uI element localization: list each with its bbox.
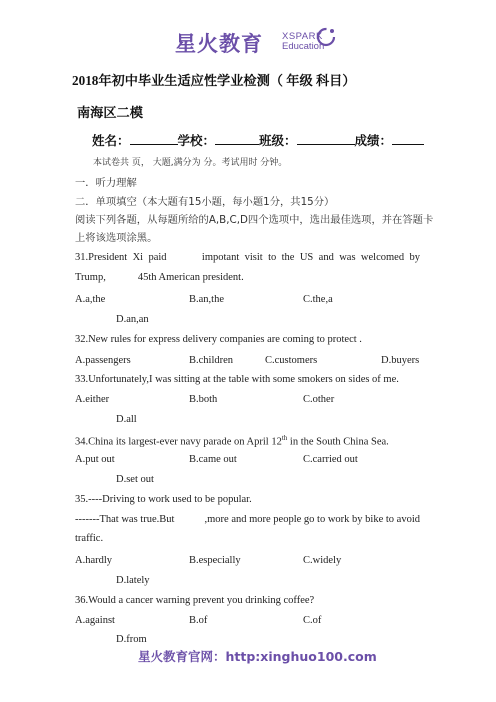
score-blank bbox=[392, 132, 424, 145]
q31-word: US bbox=[299, 252, 314, 263]
question-33: 33.Unfortunately,I was sitting at the table with some smokers on sides of me. bbox=[75, 374, 399, 385]
q31-word: the bbox=[281, 252, 295, 263]
question-31-line-1 bbox=[75, 252, 420, 263]
q33-option-c: C.other bbox=[303, 394, 335, 405]
question-32: 32.New rules for express delivery companies are coming to protect . bbox=[75, 334, 362, 345]
q36-option-a: A.against bbox=[75, 615, 115, 626]
spark-swirl-icon bbox=[315, 26, 337, 48]
q34-option-a: A.put out bbox=[75, 454, 115, 465]
q31-option-a: A.a,the bbox=[75, 294, 106, 305]
q36-option-d: D.from bbox=[116, 634, 147, 645]
q31-word: paid bbox=[148, 252, 167, 263]
question-35-line-2 bbox=[75, 514, 420, 525]
section-single-choice: 二．单项填空（本大题有15小题，每小题1分，共15分） bbox=[75, 196, 335, 208]
logo-english-line1: XSPARK bbox=[282, 31, 323, 42]
q31-option-c: C.the,a bbox=[303, 294, 333, 305]
q34-option-d: D.set out bbox=[116, 474, 154, 485]
q35-option-c: C.widely bbox=[303, 555, 342, 566]
question-34 bbox=[75, 434, 389, 448]
q31-word: Xi bbox=[132, 252, 144, 263]
q35-option-a: A.hardly bbox=[75, 555, 113, 566]
logo-chinese-text: 星火教育 bbox=[175, 32, 263, 56]
q36-option-c: C.of bbox=[303, 615, 322, 626]
student-info-line bbox=[92, 131, 424, 149]
q31-word: by bbox=[409, 252, 420, 263]
exam-notice: 本试卷共 页， 大题,满分为 分。考试用时 分钟。 bbox=[93, 158, 288, 168]
score-label: 成绩： bbox=[354, 134, 393, 148]
q35-option-d: D.lately bbox=[116, 575, 150, 586]
school-blank bbox=[215, 132, 259, 145]
question-36: 36.Would a cancer warning prevent you drinking coffee? bbox=[75, 595, 315, 606]
section-listening: 一．听力理解 bbox=[75, 177, 137, 189]
q31-word: 45th American president. bbox=[137, 272, 244, 283]
q33-option-d: D.all bbox=[116, 414, 137, 425]
q34-text: in the South China Sea. bbox=[287, 436, 389, 448]
question-31-line-2 bbox=[75, 272, 244, 283]
q31-word: 31.President bbox=[75, 252, 128, 263]
q34-text: 34.China its largest-ever navy parade on April 12 bbox=[75, 436, 282, 448]
q31-word: to bbox=[268, 252, 277, 263]
q32-option-a: A.passengers bbox=[75, 355, 131, 366]
q35-text: ,more and more people go to work by bike to avoid bbox=[204, 514, 420, 525]
q33-option-b: B.both bbox=[189, 394, 218, 405]
instruction-line-2: 上将该选项涂黑。 bbox=[75, 232, 158, 244]
question-35-line-3: traffic. bbox=[75, 533, 104, 544]
q31-word: was bbox=[339, 252, 356, 263]
name-label: 姓名： bbox=[92, 134, 130, 148]
q32-option-c: C.customers bbox=[265, 355, 318, 366]
q34-option-b: B.came out bbox=[189, 454, 237, 465]
footer-website-link[interactable]: 星火教育官网：http:xinghuo100.com bbox=[138, 649, 377, 664]
instruction-line-1: 阅读下列各题，从每题所给的A,B,C,D四个选项中，选出最佳选项，并在答题卡 bbox=[75, 214, 434, 226]
q31-word: visit bbox=[244, 252, 263, 263]
q32-option-b: B.children bbox=[189, 355, 234, 366]
q32-option-d: D.buyers bbox=[381, 355, 420, 366]
q34-option-c: C.carried out bbox=[303, 454, 358, 465]
logo-english-line2: Education bbox=[282, 41, 325, 52]
q31-word: and bbox=[318, 252, 334, 263]
q31-option-d: D.an,an bbox=[116, 314, 149, 325]
question-35-line-1: 35.----Driving to work used to be popular. bbox=[75, 494, 252, 505]
q36-option-b: B.of bbox=[189, 615, 208, 626]
q31-word: impotant bbox=[201, 252, 240, 263]
school-label: 学校： bbox=[177, 134, 216, 148]
name-blank bbox=[130, 132, 178, 145]
q35-text: -------That was true.But bbox=[75, 514, 175, 525]
q33-option-a: A.either bbox=[75, 394, 110, 405]
q31-word: Trump, bbox=[75, 272, 106, 283]
page-subtitle: 南海区二模 bbox=[77, 105, 143, 120]
q31-option-b: B.an,the bbox=[189, 294, 224, 305]
page-title: 2018年初中毕业生适应性学业检测（ 年级 科目） bbox=[72, 73, 356, 88]
class-blank bbox=[297, 132, 355, 145]
q35-option-b: B.especially bbox=[189, 555, 241, 566]
class-label: 班级： bbox=[259, 134, 297, 148]
brand-logo bbox=[165, 26, 335, 56]
q31-word: welcomed bbox=[360, 252, 405, 263]
q34-superscript: th bbox=[281, 434, 288, 442]
